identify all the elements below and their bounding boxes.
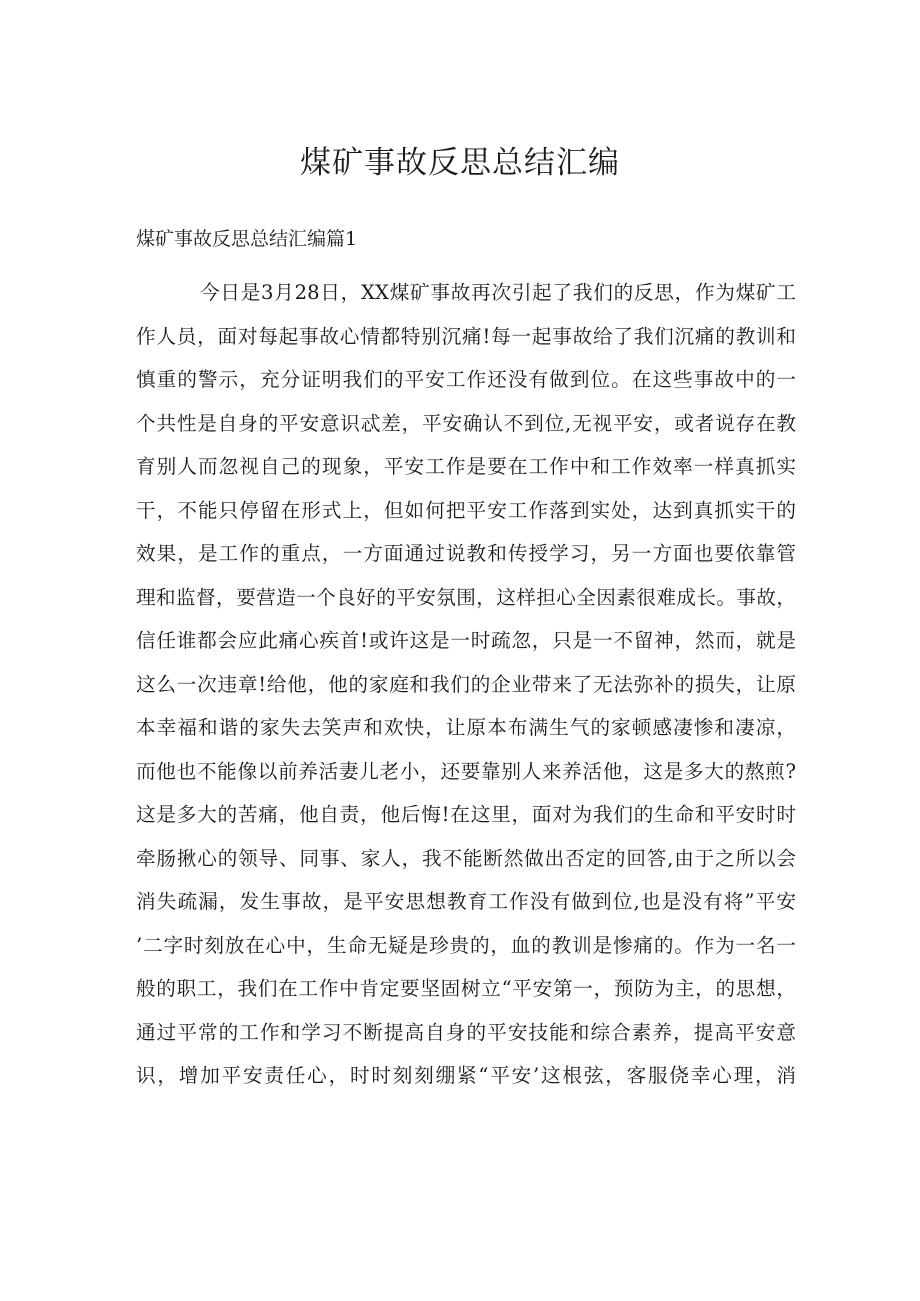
body-line: 牵肠揪心的领导、同事、家人，我不能断然做出否定的回答,由于之所以会 — [136, 846, 796, 870]
body-line: 干，不能只停留在形式上，但如何把平安工作落到实处，达到真抓实干的 — [136, 498, 796, 522]
body-line: 这么一次违章!给他，他的家庭和我们的企业带来了无法弥补的损失，让原 — [136, 672, 796, 696]
body-line: 识，增加平安责任心，时时刻刻绷紧“平安’这根弦，客服侥幸心理，消 — [136, 1064, 796, 1087]
body-line: 理和监督，要营造一个良好的平安氛围，这样担心全因素很难成长。事故， — [136, 585, 796, 609]
body-line: 本幸福和谐的家失去笑声和欢快，让原本布满生气的家顿感凄惨和凄凉， — [136, 716, 796, 739]
body-line: 通过平常的工作和学习不断提高自身的平安技能和综合素养，提高平安意 — [136, 1020, 796, 1044]
body-line: 慎重的警示，充分证明我们的平安工作还没有做到位。在这些事故中的一 — [136, 368, 796, 391]
body-line: 这是多大的苦痛，他自责，他后悔!在这里，面对为我们的生命和平安时时 — [136, 803, 796, 826]
body-line: 育别人而忽视自己的现象，平安工作是要在工作中和工作效率一样真抓实 — [136, 455, 796, 478]
document-title: 煤矿事故反思总结汇编 — [300, 145, 620, 181]
body-line: 个共性是自身的平安意识忒差，平安确认不到位,无视平安，或者说存在教 — [136, 411, 796, 435]
body-line: 效果，是工作的重点，一方面通过说教和传授学习，另一方面也要依靠管 — [136, 542, 796, 565]
body-line: 作人员，面对每起事故心情都特别沉痛!每一起事故给了我们沉痛的教训和 — [136, 324, 796, 348]
body-line: 消失疏漏，发生事故，是平安思想教育工作没有做到位,也是没有将”平安 — [136, 890, 796, 913]
body-line: 今日是3月28日，XX煤矿事故再次引起了我们的反思，作为煤矿工 — [200, 281, 796, 304]
body-line: ’二字时刻放在心中，生命无疑是珍贵的，血的教训是惨痛的。作为一名一 — [136, 933, 796, 957]
body-line: 般的职工，我们在工作中肯定要坚固树立“平安第一，预防为主，的思想， — [136, 977, 796, 1000]
body-paragraph — [136, 271, 796, 1098]
body-line: 而他也不能像以前养活妻儿老小，还要靠别人来养活他，这是多大的熬煎? — [136, 759, 796, 783]
section-heading: 煤矿事故反思总结汇编篇1 — [136, 228, 358, 250]
body-line: 信任谁都会应此痛心疾首!或许这是一时疏忽，只是一不留神，然而，就是 — [136, 629, 796, 652]
